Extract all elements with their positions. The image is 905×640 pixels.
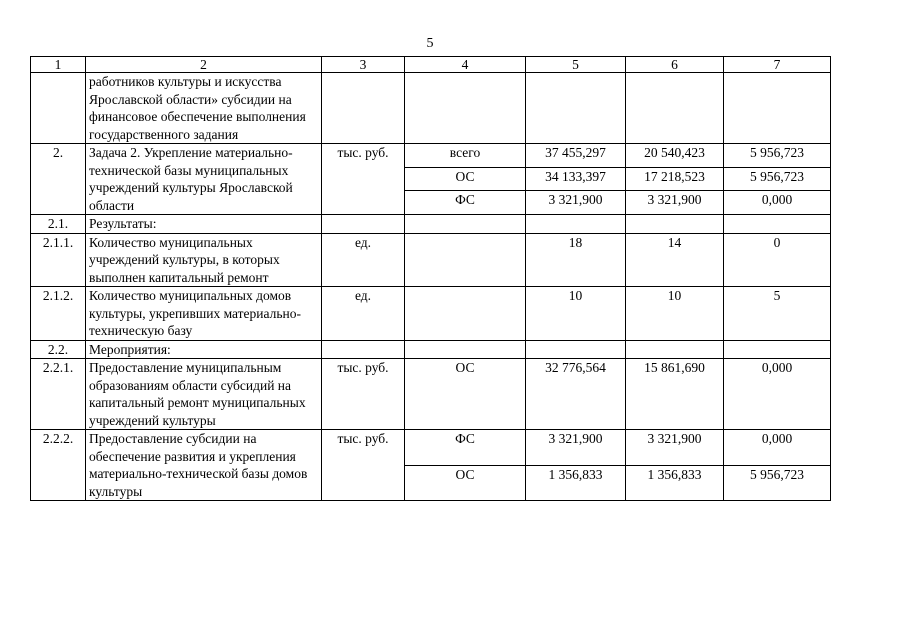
header-cell: 4: [405, 57, 526, 73]
row-number-cell: 2.: [31, 144, 86, 215]
row-number-cell: 2.2.: [31, 340, 86, 359]
row-name-cell: Мероприятия:: [86, 340, 322, 359]
funding-source-cell: ОС: [405, 465, 526, 501]
row-unit-cell: тыс. руб.: [322, 144, 405, 215]
table-row: [31, 73, 831, 144]
row-name-cell: Предоставление субсидии на обеспечение развития и укрепления материально-технической базы домов культуры: [86, 430, 322, 501]
funding-source-cell: [405, 287, 526, 341]
row-name-cell: Количество муниципальных домов культуры, укрепивших материально-техническую базу: [86, 287, 322, 341]
row-unit-cell: [322, 215, 405, 234]
value-col6-cell: [626, 215, 724, 234]
row-number-cell: 2.2.1.: [31, 359, 86, 430]
value-col5-cell: [526, 215, 626, 234]
funding-source-cell: ОС: [405, 167, 526, 191]
value-col7-cell: [724, 340, 831, 359]
funding-source-cell: ФС: [405, 430, 526, 466]
header-cell: 5: [526, 57, 626, 73]
header-cell: 6: [626, 57, 724, 73]
header-cell: 2: [86, 57, 322, 73]
page-number: 5: [426, 36, 434, 51]
value-col7-cell: 5 956,723: [724, 144, 831, 168]
value-col6-cell: 10: [626, 287, 724, 341]
table-row: [31, 287, 831, 341]
value-col5-cell: 10: [526, 287, 626, 341]
row-unit-cell: [322, 73, 405, 144]
header-cell: 3: [322, 57, 405, 73]
value-col5-cell: [526, 73, 626, 144]
value-col6-cell: [626, 340, 724, 359]
table-row: [31, 430, 831, 466]
program-table: [30, 56, 831, 501]
table-row: [31, 215, 831, 234]
value-col5-cell: [526, 340, 626, 359]
row-number-cell: 2.2.2.: [31, 430, 86, 501]
table-row: [31, 144, 831, 168]
value-col5-cell: 32 776,564: [526, 359, 626, 430]
value-col5-cell: 3 321,900: [526, 430, 626, 466]
row-unit-cell: ед.: [322, 287, 405, 341]
value-col5-cell: 37 455,297: [526, 144, 626, 168]
value-col7-cell: 0,000: [724, 359, 831, 430]
row-number-cell: 2.1.1.: [31, 233, 86, 287]
row-name-cell: Результаты:: [86, 215, 322, 234]
value-col6-cell: 3 321,900: [626, 430, 724, 466]
value-col7-cell: 0: [724, 233, 831, 287]
value-col7-cell: 5 956,723: [724, 465, 831, 501]
row-name-cell: работников культуры и искусства Ярославской области» субсидии на финансовое обеспечение выполнения государственного задания: [86, 73, 322, 144]
value-col6-cell: 20 540,423: [626, 144, 724, 168]
value-col6-cell: 14: [626, 233, 724, 287]
value-col7-cell: [724, 215, 831, 234]
table-row: [31, 233, 831, 287]
funding-source-cell: всего: [405, 144, 526, 168]
row-unit-cell: ед.: [322, 233, 405, 287]
value-col7-cell: [724, 73, 831, 144]
funding-source-cell: [405, 233, 526, 287]
row-unit-cell: тыс. руб.: [322, 359, 405, 430]
table-row: [31, 340, 831, 359]
header-cell: 1: [31, 57, 86, 73]
value-col5-cell: 18: [526, 233, 626, 287]
value-col5-cell: 3 321,900: [526, 191, 626, 215]
header-cell: 7: [724, 57, 831, 73]
value-col7-cell: 5 956,723: [724, 167, 831, 191]
value-col7-cell: 0,000: [724, 430, 831, 466]
value-col6-cell: 17 218,523: [626, 167, 724, 191]
value-col7-cell: 5: [724, 287, 831, 341]
value-col6-cell: [626, 73, 724, 144]
value-col5-cell: 1 356,833: [526, 465, 626, 501]
row-name-cell: Задача 2. Укрепление материально-технической базы муниципальных учреждений культуры Ярославской области: [86, 144, 322, 215]
funding-source-cell: [405, 73, 526, 144]
funding-source-cell: ОС: [405, 359, 526, 430]
row-number-cell: 2.1.2.: [31, 287, 86, 341]
funding-source-cell: [405, 215, 526, 234]
row-name-cell: Предоставление муниципальным образованиям области субсидий на капитальный ремонт муниципальных учреждений культуры: [86, 359, 322, 430]
row-number-cell: [31, 73, 86, 144]
row-unit-cell: [322, 340, 405, 359]
row-number-cell: 2.1.: [31, 215, 86, 234]
funding-source-cell: [405, 340, 526, 359]
table-row: [31, 359, 831, 430]
row-unit-cell: тыс. руб.: [322, 430, 405, 501]
value-col5-cell: 34 133,397: [526, 167, 626, 191]
value-col6-cell: 15 861,690: [626, 359, 724, 430]
header-row: [31, 57, 831, 73]
row-name-cell: Количество муниципальных учреждений культуры, в которых выполнен капитальный ремонт: [86, 233, 322, 287]
value-col7-cell: 0,000: [724, 191, 831, 215]
value-col6-cell: 3 321,900: [626, 191, 724, 215]
funding-source-cell: ФС: [405, 191, 526, 215]
value-col6-cell: 1 356,833: [626, 465, 724, 501]
